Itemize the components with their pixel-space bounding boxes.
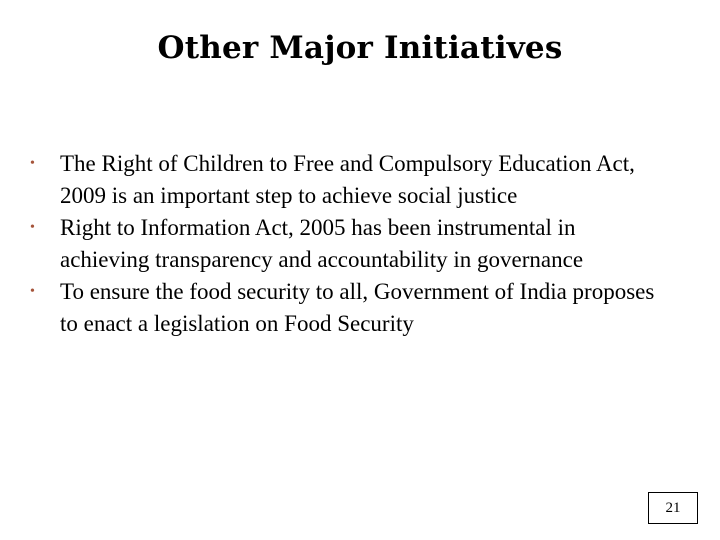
bullet-text: To ensure the food security to all, Government of India proposes to enact a legislation on Food Security [60,279,655,336]
slide-title: Other Major Initiatives [157,30,563,66]
page-number: 21 [648,492,698,524]
bullet-icon: • [30,220,35,235]
bullet-item-rti-act [30,212,670,276]
bullet-item-food-security [30,276,670,340]
bullet-text: The Right of Children to Free and Compulsory Education Act, 2009 is an important step to achieve social justice [60,151,635,208]
bullet-item-education-act [30,148,670,212]
bullet-icon: • [30,284,35,299]
bullet-text: Right to Information Act, 2005 has been instrumental in achieving transparency and accountability in governance [60,215,584,272]
bullet-icon: • [30,156,35,171]
bullet-list [30,148,670,340]
